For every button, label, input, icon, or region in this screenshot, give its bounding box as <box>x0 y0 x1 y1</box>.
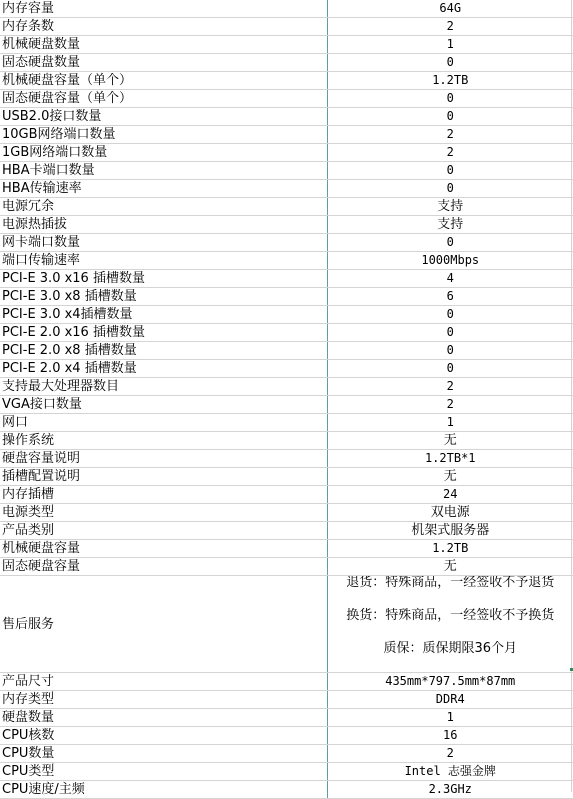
table-row <box>0 36 573 54</box>
spec-label: PCI-E 3.0 x16 插槽数量 <box>0 270 327 288</box>
spec-label: 电源类型 <box>0 504 327 522</box>
spec-value: DDR4 <box>327 691 573 709</box>
spec-label: 支持最大处理器数目 <box>0 378 327 396</box>
table-row <box>0 324 573 342</box>
spec-label: VGA接口数量 <box>0 396 327 414</box>
table-row <box>0 306 573 324</box>
table-row <box>0 522 573 540</box>
table-row <box>0 486 573 504</box>
spec-label: 固态硬盘容量 <box>0 558 327 576</box>
spec-label: 售后服务 <box>0 576 327 673</box>
spec-value: 机架式服务器 <box>327 522 573 540</box>
spec-label: 机械硬盘容量 <box>0 540 327 558</box>
spec-label: CPU数量 <box>0 745 327 763</box>
table-row <box>0 540 573 558</box>
table-row <box>0 252 573 270</box>
table-row <box>0 216 573 234</box>
table-row <box>0 727 573 745</box>
spec-value: 双电源 <box>327 504 573 522</box>
spec-label: PCI-E 3.0 x4插槽数量 <box>0 306 327 324</box>
spec-value: 0 <box>327 108 573 126</box>
spec-label: 固态硬盘数量 <box>0 54 327 72</box>
spec-label: 固态硬盘容量（单个） <box>0 90 327 108</box>
spec-table-body-bottom <box>0 673 573 799</box>
spec-label: 机械硬盘容量（单个） <box>0 72 327 90</box>
table-row <box>0 162 573 180</box>
right-border <box>571 0 572 792</box>
spec-value: 2 <box>327 378 573 396</box>
spec-value: 1 <box>327 709 573 727</box>
table-row <box>0 180 573 198</box>
table-row <box>0 709 573 727</box>
spec-label: HBA传输速率 <box>0 180 327 198</box>
table-row <box>0 18 573 36</box>
warranty-policy: 质保：质保期限36个月 <box>328 640 573 658</box>
table-row <box>0 468 573 486</box>
spec-value: 0 <box>327 54 573 72</box>
table-row <box>0 360 573 378</box>
spec-label: PCI-E 3.0 x8 插槽数量 <box>0 288 327 306</box>
spec-label: 机械硬盘数量 <box>0 36 327 54</box>
spec-value: 0 <box>327 306 573 324</box>
spec-label: 硬盘容量说明 <box>0 450 327 468</box>
spec-label: 内存插槽 <box>0 486 327 504</box>
spec-label: 端口传输速率 <box>0 252 327 270</box>
spec-value: 6 <box>327 288 573 306</box>
spec-value: 2.3GHz <box>327 781 573 799</box>
spec-label: USB2.0接口数量 <box>0 108 327 126</box>
spec-value: 1 <box>327 36 573 54</box>
table-row <box>0 763 573 781</box>
spec-value: 2 <box>327 18 573 36</box>
spec-label: 电源冗余 <box>0 198 327 216</box>
spec-value: 0 <box>327 324 573 342</box>
table-row <box>0 432 573 450</box>
spec-label: 10GB网络端口数量 <box>0 126 327 144</box>
spec-label: PCI-E 2.0 x4 插槽数量 <box>0 360 327 378</box>
table-row <box>0 691 573 709</box>
table-row <box>0 342 573 360</box>
spec-label: 内存容量 <box>0 0 327 18</box>
table-row <box>0 108 573 126</box>
table-row <box>0 234 573 252</box>
spec-value: 16 <box>327 727 573 745</box>
table-row <box>0 450 573 468</box>
spec-label: CPU类型 <box>0 763 327 781</box>
table-row <box>0 414 573 432</box>
spec-value: 支持 <box>327 216 573 234</box>
spec-value: 1000Mbps <box>327 252 573 270</box>
spec-value: 0 <box>327 90 573 108</box>
after-sales-section <box>0 576 573 673</box>
spec-label: 硬盘数量 <box>0 709 327 727</box>
spec-value: 1.2TB <box>327 540 573 558</box>
spec-value: Intel 志强金牌 <box>327 763 573 781</box>
spec-value: 1.2TB <box>327 72 573 90</box>
spec-value: 1.2TB*1 <box>327 450 573 468</box>
spec-value: 2 <box>327 396 573 414</box>
table-row <box>0 781 573 799</box>
spec-value: 0 <box>327 342 573 360</box>
spec-value: 无 <box>327 468 573 486</box>
spec-label: 内存类型 <box>0 691 327 709</box>
spec-value: 64G <box>327 0 573 18</box>
spec-label: 产品尺寸 <box>0 673 327 691</box>
spec-label: 1GB网络端口数量 <box>0 144 327 162</box>
table-row <box>0 90 573 108</box>
spec-label: 产品类别 <box>0 522 327 540</box>
table-row <box>0 558 573 576</box>
spec-label: PCI-E 2.0 x16 插槽数量 <box>0 324 327 342</box>
spec-value: 支持 <box>327 198 573 216</box>
table-row <box>0 126 573 144</box>
spec-label: CPU速度/主频 <box>0 781 327 799</box>
spec-label: HBA卡端口数量 <box>0 162 327 180</box>
table-row <box>0 396 573 414</box>
spec-value: 2 <box>327 144 573 162</box>
spec-value: 4 <box>327 270 573 288</box>
table-row <box>0 54 573 72</box>
after-sales-value <box>327 576 573 673</box>
table-row <box>0 576 573 673</box>
table-row <box>0 504 573 522</box>
spec-label: 插槽配置说明 <box>0 468 327 486</box>
spec-label: PCI-E 2.0 x8 插槽数量 <box>0 342 327 360</box>
spec-value: 0 <box>327 234 573 252</box>
spec-value: 0 <box>327 180 573 198</box>
spec-label: 网口 <box>0 414 327 432</box>
table-row <box>0 72 573 90</box>
table-row <box>0 144 573 162</box>
spec-label: CPU核数 <box>0 727 327 745</box>
spec-value: 2 <box>327 745 573 763</box>
spec-label: 操作系统 <box>0 432 327 450</box>
table-row <box>0 378 573 396</box>
spec-label: 电源热插拔 <box>0 216 327 234</box>
spec-value: 2 <box>327 126 573 144</box>
table-row <box>0 0 573 18</box>
spec-label: 内存条数 <box>0 18 327 36</box>
spec-value: 0 <box>327 360 573 378</box>
table-row <box>0 673 573 691</box>
spec-label: 网卡端口数量 <box>0 234 327 252</box>
table-row <box>0 745 573 763</box>
table-row <box>0 288 573 306</box>
return-policy: 退货：特殊商品，一经签收不予退货 <box>328 576 573 593</box>
spec-value: 435mm*797.5mm*87mm <box>327 673 573 691</box>
exchange-policy: 换货：特殊商品，一经签收不予换货 <box>328 607 573 625</box>
table-row <box>0 198 573 216</box>
spec-value: 无 <box>327 432 573 450</box>
spec-value: 无 <box>327 558 573 576</box>
spec-value: 0 <box>327 162 573 180</box>
spec-value: 1 <box>327 414 573 432</box>
table-row <box>0 270 573 288</box>
spec-value: 24 <box>327 486 573 504</box>
